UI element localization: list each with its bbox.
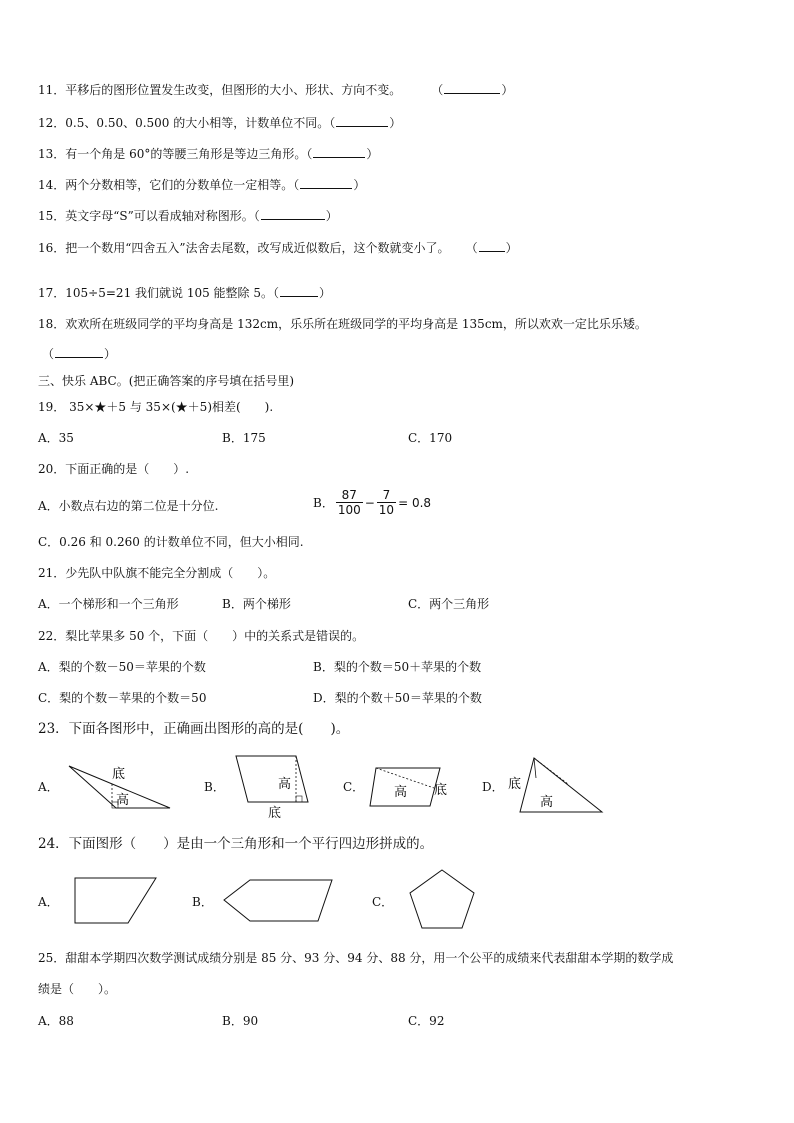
answer-blank[interactable] [261, 208, 325, 220]
answer-blank[interactable] [55, 346, 103, 358]
question-11: 11．平移后的图形位置发生改变，但图形的大小、形状、方向不变。 （ ） [38, 83, 514, 97]
question-number: 17． [38, 286, 66, 300]
figure-24-c [406, 867, 478, 931]
figure-23-b-base-label: 底 [268, 806, 282, 821]
option-24-c-label[interactable]: C． [372, 895, 394, 909]
question-number: 11． [38, 83, 66, 97]
label-di: 底 [434, 783, 448, 798]
section-heading: 三、快乐 ABC。(把正确答案的序号填在括号里) [38, 374, 295, 388]
fraction-87-100: $\frac{87}{100}$ [337, 488, 361, 517]
question-text: 把一个数用“四舍五入”法舍去尾数，改写成近似数后，这个数就变小了。 [65, 241, 450, 255]
figure-24-a [72, 876, 160, 926]
option-19-b[interactable]: B．175 [222, 431, 266, 445]
option-24-a-label[interactable]: A． [38, 895, 59, 909]
question-13: 13．有一个角是 60°的等腰三角形是等边三角形。（ ） [38, 147, 379, 161]
answer-blank[interactable] [300, 177, 352, 189]
option-21-c[interactable]: C．两个三角形 [408, 597, 490, 611]
label-di: 底 [112, 767, 126, 782]
figure-23-a [64, 760, 174, 812]
option-24-b-label[interactable]: B． [192, 895, 213, 909]
option-23-a-label[interactable]: A． [38, 780, 59, 794]
question-23: 23．下面各图形中，正确画出图形的高的是( )。 [38, 721, 350, 737]
option-23-c-label[interactable]: C． [343, 780, 365, 794]
answer-blank[interactable] [479, 240, 505, 252]
minus-sign: − [364, 495, 375, 510]
option-25-b[interactable]: B．90 [222, 1014, 259, 1028]
question-25-line2: 绩是（ ）。 [38, 982, 117, 996]
option-23-d-label[interactable]: D． [482, 780, 504, 794]
question-text: 两个分数相等，它们的分数单位一定相等。 [65, 178, 294, 192]
question-number: 18． [38, 317, 66, 331]
question-number: 13． [38, 147, 66, 161]
option-25-a[interactable]: A．88 [38, 1014, 74, 1028]
question-21: 21．少先队中队旗不能完全分割成（ ）。 [38, 566, 276, 580]
question-22: 22．梨比苹果多 50 个，下面（ ）中的关系式是错误的。 [38, 629, 365, 643]
option-22-b[interactable]: B．梨的个数＝50＋苹果的个数 [313, 660, 482, 674]
option-22-c[interactable]: C．梨的个数－苹果的个数＝50 [38, 691, 207, 705]
figure-23-b [230, 752, 316, 804]
question-17: 17．105÷5=21 我们就说 105 能整除 5。（ ） [38, 286, 332, 300]
equation-result: = 0.8 [398, 495, 432, 510]
option-21-a[interactable]: A．一个梯形和一个三角形 [38, 597, 179, 611]
question-24: 24．下面图形（ ）是由一个三角形和一个平行四边形拼成的。 [38, 836, 434, 852]
label-gao: 高 [394, 785, 408, 800]
question-19: 19． 35×★＋5 与 35×(★＋5)相差( ). [38, 400, 274, 414]
question-text: 欢欢所在班级同学的平均身高是 132cm，乐乐所在班级同学的平均身高是 135cm，所以欢欢一定比乐乐矮。 [65, 317, 647, 331]
option-label: B． [313, 495, 334, 510]
option-19-a[interactable]: A．35 [38, 431, 74, 445]
option-20-a[interactable]: A．小数点右边的第二位是十分位. [38, 499, 219, 513]
question-20: 20．下面正确的是（ ）. [38, 462, 190, 476]
question-25-line1: 25．甜甜本学期四次数学测试成绩分别是 85 分、93 分、94 分、88 分，用一个公平的成绩来代表甜甜本学期的数学成 [38, 951, 674, 965]
option-19-c[interactable]: C．170 [408, 431, 453, 445]
label-gao: 高 [116, 793, 130, 808]
option-20-b[interactable] [313, 488, 431, 517]
question-16: 16．把一个数用“四舍五入”法舍去尾数，改写成近似数后，这个数就变小了。 （ ） [38, 241, 518, 255]
question-12: 12．0.5、0.50、0.500 的大小相等，计数单位不同。（ ） [38, 116, 402, 130]
figure-24-b [222, 878, 336, 924]
figure-23-c [368, 764, 448, 810]
question-18 [38, 316, 647, 332]
question-15: 15．英文字母“S”可以看成轴对称图形。（ ） [38, 209, 338, 223]
option-25-c[interactable]: C．92 [408, 1014, 445, 1028]
answer-blank[interactable] [444, 82, 500, 94]
question-text: 英文字母“S”可以看成轴对称图形。 [65, 209, 254, 223]
label-gao: 高 [540, 795, 554, 810]
option-22-d[interactable]: D．梨的个数＋50＝苹果的个数 [313, 691, 482, 705]
label-di: 底 [508, 777, 522, 792]
question-text: 平移后的图形位置发生改变，但图形的大小、形状、方向不变。 [65, 83, 402, 97]
answer-blank[interactable] [336, 115, 388, 127]
option-21-b[interactable]: B．两个梯形 [222, 597, 291, 611]
question-number: 12． [38, 116, 66, 130]
question-number: 16． [38, 241, 66, 255]
answer-blank[interactable] [280, 285, 318, 297]
question-number: 14． [38, 178, 66, 192]
question-18-answer: （ ） [42, 347, 117, 361]
question-number: 15． [38, 209, 66, 223]
question-text: 105÷5=21 我们就说 105 能整除 5。 [65, 286, 273, 300]
question-text: 有一个角是 60°的等腰三角形是等边三角形。 [65, 147, 307, 161]
answer-blank[interactable] [313, 146, 365, 158]
question-14: 14．两个分数相等，它们的分数单位一定相等。（ ） [38, 178, 366, 192]
fraction-7-10: $\frac{7}{10}$ [378, 488, 395, 517]
question-text: 0.5、0.50、0.500 的大小相等，计数单位不同。 [65, 116, 330, 130]
option-23-b-label[interactable]: B． [204, 780, 225, 794]
label-gao: 高 [278, 777, 292, 792]
figure-23-d [506, 756, 606, 814]
option-22-a[interactable]: A．梨的个数－50＝苹果的个数 [38, 660, 206, 674]
option-20-c[interactable]: C．0.26 和 0.260 的计数单位不同，但大小相同. [38, 535, 304, 549]
